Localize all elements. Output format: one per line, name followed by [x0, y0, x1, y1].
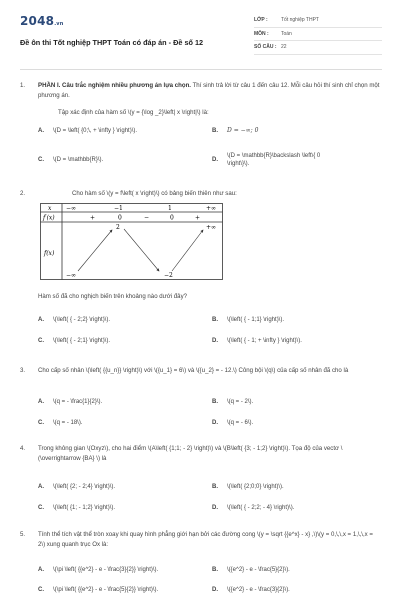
question-5 — [20, 530, 382, 600]
header-divider — [20, 69, 382, 70]
question-text: Cho hàm số \(y = f\left( x \right)\) có bảng biến thiên như sau: — [72, 190, 237, 197]
row-label-fprime: f′(x) — [43, 214, 55, 222]
question-prompt: Hàm số đã cho nghịch biến trên khoảng nào dưới đây? — [38, 293, 188, 300]
row-label-f: f(x) — [44, 250, 55, 257]
option-label: D. — [212, 505, 218, 511]
option-label: A. — [38, 128, 44, 134]
option-b[interactable] — [212, 566, 357, 576]
question-number: 5. — [20, 531, 26, 538]
option-text: \({e^2} - e - \frac{5}{2}\). — [227, 567, 290, 573]
option-label: A. — [38, 567, 44, 573]
question-number: 3. — [20, 367, 26, 374]
option-a[interactable] — [38, 316, 183, 326]
sign: + — [195, 214, 201, 222]
option-text: \(\left( { - 2;2} \right)\). — [53, 317, 111, 323]
option-text: \(q = - 6\). — [227, 420, 254, 426]
sign: + — [90, 214, 96, 222]
option-label: A. — [38, 399, 44, 405]
option-text: \(q = - 2\). — [227, 399, 254, 405]
option-text: \(\left( {1; - 1;2} \right)\). — [53, 505, 116, 511]
page-header — [20, 14, 382, 60]
option-d[interactable] — [212, 586, 357, 596]
option-label: D. — [212, 338, 218, 344]
meta-row-count — [254, 41, 382, 55]
option-label: B. — [212, 128, 218, 134]
option-c[interactable] — [38, 504, 183, 514]
option-text: \(D = \left( {0;\, + \infty } \right)\). — [53, 128, 138, 134]
document-title: Đề ôn thi Tốt nghiệp THPT Toán có đáp án - Đề số 12 — [20, 38, 204, 47]
question-number: 1. — [20, 82, 26, 89]
option-d[interactable] — [212, 419, 357, 429]
option-label: D. — [212, 157, 218, 163]
option-text: \({e^2} - e - \frac{3}{2}\). — [227, 587, 290, 593]
option-label: A. — [38, 484, 44, 490]
option-text: \(D = \mathbb{R}\backslash \left\{ 0 \right\}\). — [227, 153, 321, 167]
variation-table — [40, 203, 223, 280]
option-label: B. — [212, 317, 218, 323]
option-d[interactable] — [212, 337, 357, 347]
option-a[interactable] — [38, 127, 183, 137]
question-number: 4. — [20, 445, 26, 452]
f-value: −2 — [164, 272, 173, 279]
option-b[interactable] — [212, 127, 357, 137]
option-a[interactable] — [38, 483, 183, 493]
meta-key: SỐ CÂU : — [254, 44, 277, 51]
option-text: \(q = - 18\). — [53, 420, 83, 426]
option-b[interactable] — [212, 398, 357, 408]
option-label: C. — [38, 338, 44, 344]
x-value: −1 — [114, 205, 123, 212]
f-value: +∞ — [206, 224, 217, 231]
option-label: C. — [38, 505, 44, 511]
increase-arrow — [78, 230, 112, 271]
option-text: \(\left( { - 1; + \infty } \right)\). — [227, 338, 302, 344]
question-text: Tính thể tích vật thể tròn xoay khi quay hình phẳng giới hạn bởi các đường cong \(y = \sqrt {{e^x} - x} ,\)\(y = 0,\,\,x = 1,\,\,x = 2\) xung quanh trục Ox là: — [38, 531, 373, 548]
option-label: D. — [212, 420, 218, 426]
option-label: D. — [212, 587, 218, 593]
option-d[interactable] — [212, 152, 337, 168]
x-value: +∞ — [206, 205, 217, 212]
increase-arrow — [172, 230, 203, 271]
option-label: B. — [212, 399, 218, 405]
option-text: \(\pi \left( {{e^2} - e - \frac{3}{2}} \right)\). — [53, 567, 159, 573]
meta-row-subject — [254, 28, 382, 42]
option-text: \(\left( {2;0;0} \right)\). — [227, 484, 284, 490]
option-label: B. — [212, 567, 218, 573]
row-label-x: x — [48, 205, 52, 212]
meta-value: Tốt nghiệp THPT — [281, 17, 319, 24]
meta-row-class — [254, 14, 382, 28]
meta-table — [254, 14, 382, 55]
question-1 — [20, 81, 382, 167]
option-text: \(\left( {2; - 2;4} \right)\). — [53, 484, 116, 490]
section-heading: PHẦN I. Câu trắc nghiệm nhiều phương án lựa chọn. — [38, 82, 191, 89]
question-text: Cho cấp số nhân \(\left( {{u_n}} \right)\) với \({u_1} = 6\) và \({u_2} = - 12.\) Công bội \(q\) của cấp số nhân đã cho là — [38, 367, 349, 374]
logo-text: 2048 — [20, 14, 55, 28]
question-4 — [20, 444, 382, 514]
question-text — [38, 81, 380, 100]
question-text-rest: Thí sinh trả lời từ câu 1 đến câu 12. Mỗi câu hỏi thí sinh chỉ chọn một phương án. — [38, 82, 380, 99]
decrease-arrow — [124, 229, 159, 271]
logo-suffix: .vn — [54, 21, 64, 27]
option-text: \(\pi \left( {{e^2} - e - \frac{5}{2}} \right)\). — [53, 587, 159, 593]
meta-key: LỚP : — [254, 17, 268, 24]
option-label: C. — [38, 587, 44, 593]
option-text: \(\left( { - 2;2; - 4} \right)\). — [227, 505, 295, 511]
x-value: −∞ — [66, 205, 77, 212]
option-c[interactable] — [38, 156, 183, 166]
sign: − — [144, 214, 150, 222]
x-value: 1 — [168, 205, 172, 212]
question-number: 2. — [20, 190, 26, 197]
option-text: \(D = \mathbb{R}\). — [53, 157, 104, 163]
meta-value: 22 — [281, 44, 287, 51]
sign: 0 — [118, 214, 122, 222]
meta-value: Toán — [281, 30, 292, 37]
meta-key: MÔN : — [254, 30, 269, 37]
option-b[interactable] — [212, 483, 357, 493]
option-c[interactable] — [38, 586, 213, 596]
option-c[interactable] — [38, 337, 183, 347]
question-3 — [20, 366, 382, 436]
option-b[interactable] — [212, 316, 357, 326]
option-label: A. — [38, 317, 44, 323]
option-label: B. — [212, 484, 218, 490]
f-value: 2 — [116, 224, 120, 231]
question-text: Trong không gian \(Oxyz\), cho hai điểm \(A\left( {1;1; - 2} \right)\) và \(B\left( {3; - 1;2} \right)\). Tọa độ của vectơ \(\overrightarrow {BA} \) là — [38, 445, 343, 462]
option-text: \(\left( { - 2;1} \right)\). — [53, 338, 111, 344]
option-text: \(q = - \frac{1}{2}\). — [53, 399, 103, 405]
f-value: −∞ — [66, 272, 77, 279]
option-d[interactable] — [212, 504, 357, 514]
site-logo[interactable] — [20, 14, 64, 28]
option-text: \(\left( { - 1;1} \right)\). — [227, 317, 285, 323]
option-c[interactable] — [38, 419, 183, 429]
option-a[interactable] — [38, 398, 183, 408]
option-a[interactable] — [38, 566, 213, 576]
option-label: C. — [38, 157, 44, 163]
option-label: C. — [38, 420, 44, 426]
option-text: D = −∞; 0 — [227, 127, 259, 134]
question-prompt: Tập xác định của hàm số \(y = {\log _2}\left| x \right|\) là: — [58, 109, 209, 116]
sign: 0 — [170, 214, 174, 222]
